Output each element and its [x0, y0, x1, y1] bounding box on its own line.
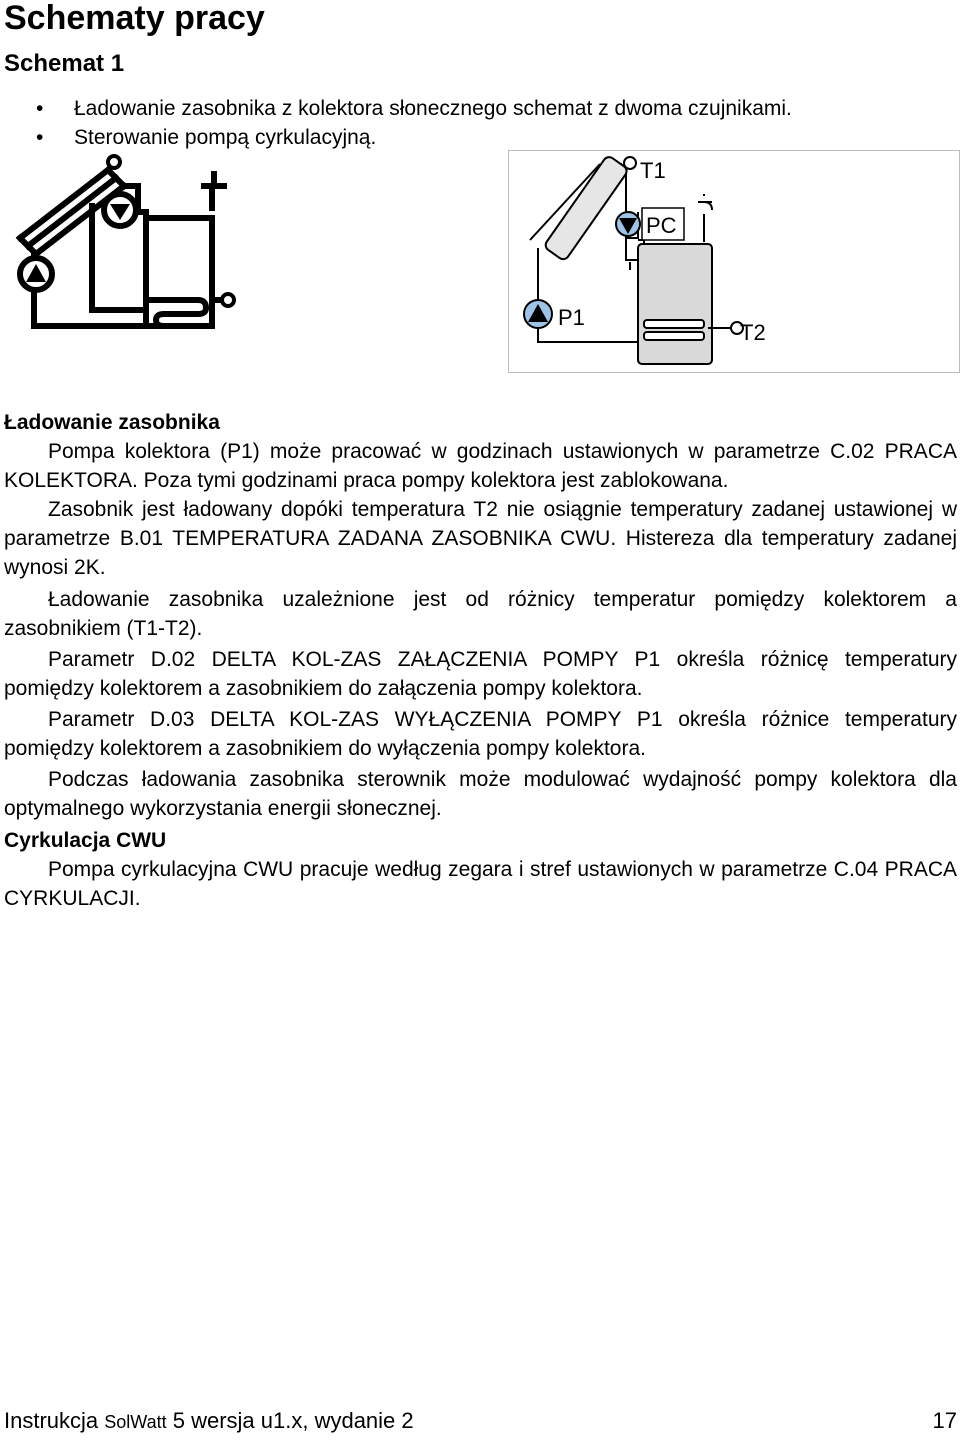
label-pc: PC — [646, 213, 677, 238]
section-subtitle: Schemat 1 — [4, 50, 125, 77]
paragraph: Parametr D.02 DELTA KOL-ZAS ZAŁĄCZENIA POMPY P1 określa różnicę temperatury pomiędzy kolektorem a zasobnikiem do załączenia pompy kolektora. — [4, 648, 957, 700]
bullet-item: • Sterowanie pompą cyrkulacyjną. — [36, 123, 792, 152]
label-p1: P1 — [558, 305, 585, 330]
label-t2: T2 — [740, 320, 766, 345]
storage-tank — [638, 244, 712, 364]
paragraph: Pompa cyrkulacyjna CWU pracuje według zegara i stref ustawionych w parametrze C.04 PRACA CYRKULACJI. — [4, 858, 957, 910]
section-heading-loading: Ładowanie zasobnika — [4, 411, 220, 434]
page-title: Schematy pracy — [4, 0, 265, 37]
page-number: 17 — [932, 1408, 957, 1433]
page-footer — [4, 1408, 957, 1438]
pump-icon — [20, 258, 52, 290]
bullet-list — [36, 94, 792, 152]
label-t1: T1 — [640, 158, 666, 183]
paragraph: Ładowanie zasobnika uzależnione jest od różnicy temperatur pomiędzy kolektorem a zasobnikiem (T1-T2). — [4, 588, 957, 640]
pump-p1-icon — [524, 300, 552, 328]
brand-name: SolWatt — [104, 1412, 167, 1432]
sensor-t1-icon — [624, 157, 636, 169]
scheme-diagram — [508, 150, 960, 374]
section-heading-circulation: Cyrkulacja CWU — [4, 829, 167, 852]
paragraph: Parametr D.03 DELTA KOL-ZAS WYŁĄCZENIA POMPY P1 określa różnice temperatury pomiędzy kolektorem a zasobnikiem do wyłączenia pompy kolektora. — [4, 708, 957, 760]
sensor-icon — [108, 156, 120, 168]
paragraph: Pompa kolektora (P1) może pracować w godzinach ustawionych w parametrze C.02 PRACA KOLEKTORA. Poza tymi godzinami praca pompy kolektora jest zablokowana. — [4, 440, 957, 492]
paragraph: Zasobnik jest ładowany dopóki temperatura T2 nie osiągnie temperatury zadanej ustawionej w parametrze B.01 TEMPERATURA ZADANA ZASOBNIKA CWU. Histereza dla temperatury zadanej wynosi 2K. — [4, 498, 957, 579]
bullet-item: • Ładowanie zasobnika z kolektora słonecznego schemat z dwoma czujnikami. — [36, 94, 792, 123]
sensor-icon — [222, 294, 234, 306]
footer-document-title: Instrukcja SolWatt 5 wersja u1.x, wydanie 2 — [4, 1408, 414, 1433]
pump-icon — [104, 194, 136, 226]
tank-icon — [146, 218, 212, 326]
paragraph: Podczas ładowania zasobnika sterownik może modulować wydajność pompy kolektora dla optymalnego wykorzystania energii słonecznej. — [4, 768, 957, 820]
pump-pc-icon — [616, 212, 640, 236]
scheme-icon-diagram — [8, 150, 240, 340]
